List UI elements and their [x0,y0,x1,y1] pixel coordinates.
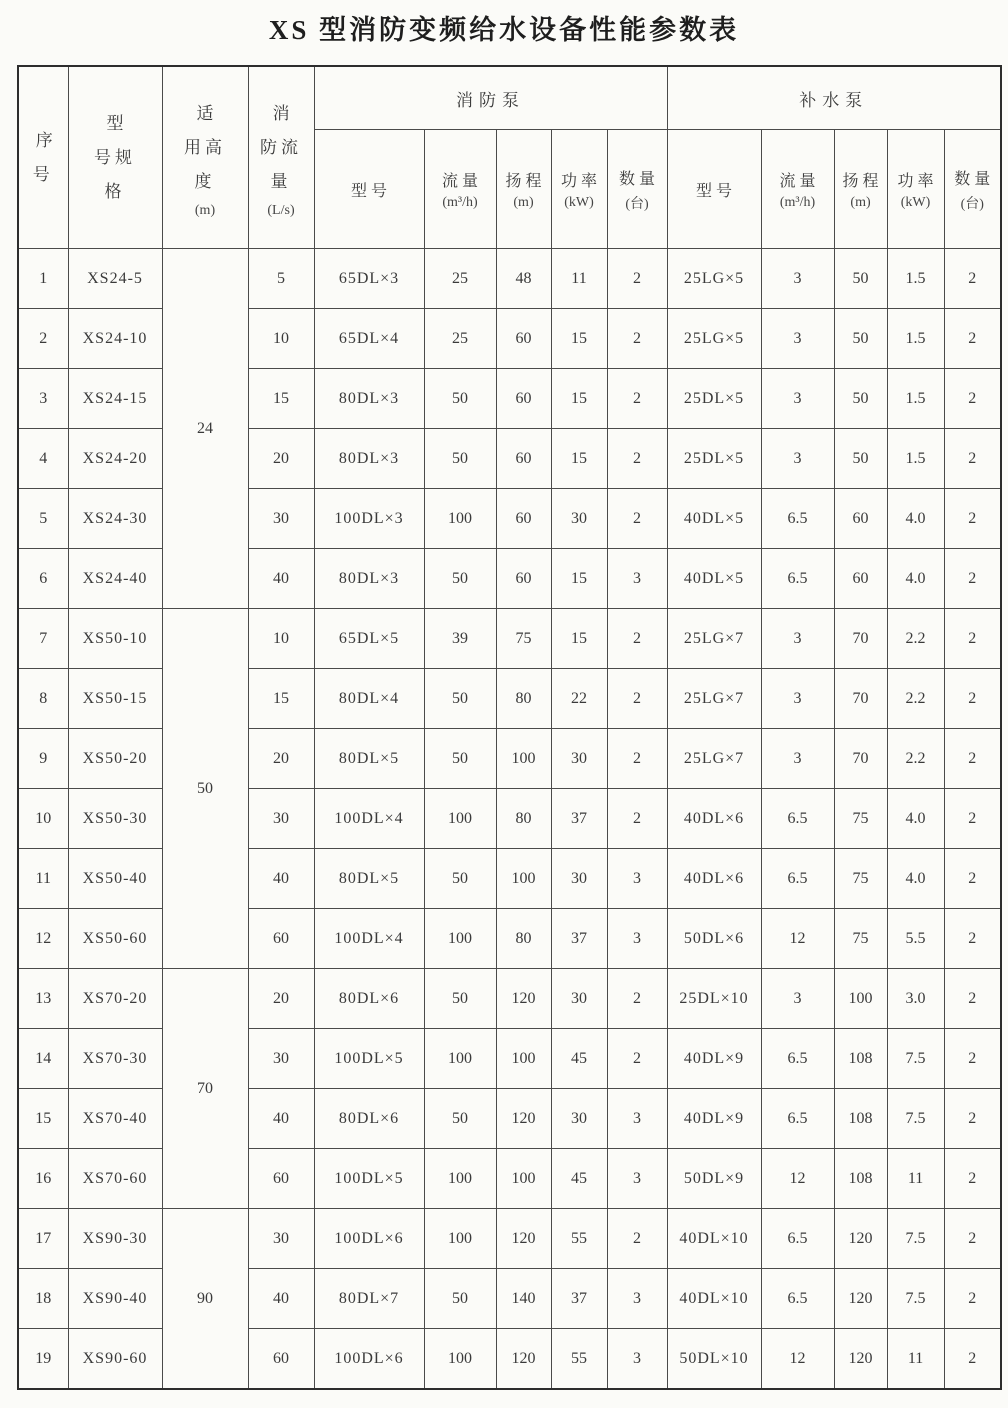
fire-flow-cell: 30 [248,1029,314,1089]
firepump-power-cell: 15 [551,429,607,489]
feedpump-flow-cell: 6.5 [761,489,834,549]
feedpump-model-cell: 25DL×5 [667,429,761,489]
feedpump-qty-cell: 2 [944,849,1001,909]
firepump-head-cell: 60 [496,309,551,369]
feedpump-power-cell: 1.5 [887,309,944,369]
model-spec-cell: XS24-20 [68,429,162,489]
firepump-model-cell: 65DL×5 [314,609,424,669]
header-height-label: 适用高度 [183,103,226,191]
height-group-cell: 50 [162,609,248,969]
firepump-head-cell: 120 [496,969,551,1029]
model-spec-cell: XS90-40 [68,1269,162,1329]
firepump-flow-cell: 50 [424,849,496,909]
firepump-model-cell: 100DL×6 [314,1209,424,1269]
feedpump-qty-cell: 2 [944,969,1001,1029]
feedpump-flow-cell: 3 [761,369,834,429]
feedpump-flow-cell: 3 [761,609,834,669]
feedpump-qty-cell: 2 [944,1089,1001,1149]
firepump-flow-cell: 100 [424,1149,496,1209]
feedpump-head-cell: 70 [834,669,887,729]
firepump-qty-cell: 3 [607,909,667,969]
serial-cell: 5 [18,489,68,549]
feedpump-head-cell: 60 [834,489,887,549]
header-feedpump-head: 扬程 (m) [834,130,887,249]
model-spec-cell: XS24-10 [68,309,162,369]
feedpump-qty-cell: 2 [944,729,1001,789]
feedpump-model-cell: 25DL×5 [667,369,761,429]
fire-flow-cell: 15 [248,669,314,729]
feedpump-model-cell: 25LG×7 [667,729,761,789]
header-firepump-qty: 数量 (台) [607,130,667,249]
serial-cell: 7 [18,609,68,669]
header-model-spec [68,66,162,249]
firepump-flow-cell: 100 [424,489,496,549]
model-spec-cell: XS70-60 [68,1149,162,1209]
model-spec-cell: XS50-10 [68,609,162,669]
firepump-power-cell: 11 [551,249,607,309]
feedpump-qty-cell: 2 [944,1329,1001,1390]
fire-flow-cell: 30 [248,489,314,549]
firepump-flow-cell: 50 [424,1089,496,1149]
fire-flow-cell: 40 [248,849,314,909]
feedpump-qty-cell: 2 [944,249,1001,309]
firepump-qty-cell: 2 [607,429,667,489]
feedpump-power-cell: 4.0 [887,849,944,909]
feedpump-model-cell: 50DL×9 [667,1149,761,1209]
header-serial [18,66,68,249]
fire-flow-cell: 60 [248,1329,314,1390]
header-firepump-power: 功率 (kW) [551,130,607,249]
firepump-qty-cell: 3 [607,549,667,609]
feedpump-power-cell: 7.5 [887,1089,944,1149]
serial-cell: 17 [18,1209,68,1269]
firepump-head-cell: 100 [496,729,551,789]
feedpump-qty-cell: 2 [944,609,1001,669]
feedpump-head-cell: 108 [834,1029,887,1089]
model-spec-cell: XS24-30 [68,489,162,549]
firepump-flow-cell: 50 [424,669,496,729]
firepump-power-cell: 37 [551,789,607,849]
feedpump-model-cell: 50DL×6 [667,909,761,969]
feedpump-power-cell: 2.2 [887,609,944,669]
firepump-model-cell: 80DL×6 [314,1089,424,1149]
firepump-model-cell: 100DL×5 [314,1149,424,1209]
feedpump-model-cell: 40DL×10 [667,1269,761,1329]
table-row [18,609,1001,669]
feedpump-flow-cell: 6.5 [761,1209,834,1269]
header-height-unit: (m) [194,202,216,218]
feedpump-head-cell: 75 [834,789,887,849]
feedpump-qty-cell: 2 [944,549,1001,609]
feedpump-power-cell: 7.5 [887,1269,944,1329]
feedpump-power-cell: 2.2 [887,729,944,789]
fire-flow-cell: 15 [248,369,314,429]
firepump-model-cell: 80DL×3 [314,369,424,429]
firepump-model-cell: 80DL×3 [314,549,424,609]
header-model-spec-label: 型号规格 [93,113,136,201]
firepump-flow-cell: 100 [424,1029,496,1089]
fire-flow-cell: 40 [248,549,314,609]
model-spec-cell: XS24-5 [68,249,162,309]
feedpump-qty-cell: 2 [944,1209,1001,1269]
header-height [162,66,248,249]
table-body [18,249,1001,1390]
feedpump-qty-cell: 2 [944,489,1001,549]
firepump-qty-cell: 2 [607,609,667,669]
header-feedpump-power: 功率 (kW) [887,130,944,249]
feedpump-model-cell: 40DL×5 [667,489,761,549]
header-fire-flow-unit: (L/s) [267,202,295,218]
firepump-qty-cell: 2 [607,669,667,729]
firepump-head-cell: 80 [496,789,551,849]
feedpump-flow-cell: 12 [761,1149,834,1209]
firepump-qty-cell: 2 [607,969,667,1029]
feedpump-flow-cell: 3 [761,309,834,369]
firepump-head-cell: 140 [496,1269,551,1329]
feedpump-qty-cell: 2 [944,669,1001,729]
header-feedpump-qty: 数量 (台) [944,130,1001,249]
fire-flow-cell: 60 [248,909,314,969]
firepump-model-cell: 100DL×6 [314,1329,424,1390]
feedpump-model-cell: 40DL×6 [667,849,761,909]
feedpump-flow-cell: 6.5 [761,1089,834,1149]
firepump-power-cell: 30 [551,489,607,549]
feedpump-head-cell: 50 [834,429,887,489]
feedpump-head-cell: 75 [834,909,887,969]
height-group-cell: 90 [162,1209,248,1390]
firepump-model-cell: 100DL×4 [314,789,424,849]
firepump-head-cell: 80 [496,669,551,729]
model-spec-cell: XS90-60 [68,1329,162,1390]
feedpump-model-cell: 25LG×7 [667,669,761,729]
model-spec-cell: XS70-40 [68,1089,162,1149]
firepump-power-cell: 15 [551,369,607,429]
serial-cell: 11 [18,849,68,909]
feedpump-head-cell: 120 [834,1209,887,1269]
feedpump-flow-cell: 3 [761,249,834,309]
fire-flow-cell: 5 [248,249,314,309]
feedpump-head-cell: 100 [834,969,887,1029]
feedpump-model-cell: 40DL×6 [667,789,761,849]
feedpump-head-cell: 60 [834,549,887,609]
model-spec-cell: XS50-60 [68,909,162,969]
feedpump-qty-cell: 2 [944,789,1001,849]
header-firepump-flow: 流量 (m³/h) [424,130,496,249]
firepump-power-cell: 15 [551,609,607,669]
feedpump-qty-cell: 2 [944,909,1001,969]
firepump-model-cell: 80DL×6 [314,969,424,1029]
serial-cell: 6 [18,549,68,609]
model-spec-cell: XS24-15 [68,369,162,429]
firepump-qty-cell: 3 [607,1269,667,1329]
feedpump-power-cell: 4.0 [887,789,944,849]
feedpump-head-cell: 70 [834,609,887,669]
firepump-head-cell: 100 [496,849,551,909]
firepump-model-cell: 65DL×3 [314,249,424,309]
firepump-model-cell: 80DL×4 [314,669,424,729]
firepump-flow-cell: 39 [424,609,496,669]
feedpump-model-cell: 25DL×10 [667,969,761,1029]
feedpump-flow-cell: 3 [761,669,834,729]
serial-cell: 14 [18,1029,68,1089]
feedpump-head-cell: 75 [834,849,887,909]
feedpump-flow-cell: 6.5 [761,849,834,909]
feedpump-flow-cell: 6.5 [761,549,834,609]
fire-flow-cell: 60 [248,1149,314,1209]
firepump-power-cell: 45 [551,1029,607,1089]
firepump-model-cell: 100DL×4 [314,909,424,969]
serial-cell: 4 [18,429,68,489]
feedpump-head-cell: 120 [834,1329,887,1390]
firepump-model-cell: 80DL×5 [314,729,424,789]
firepump-model-cell: 100DL×3 [314,489,424,549]
firepump-head-cell: 100 [496,1149,551,1209]
firepump-model-cell: 65DL×4 [314,309,424,369]
feedpump-power-cell: 4.0 [887,489,944,549]
header-firepump-group: 消防泵 [314,66,667,130]
feedpump-flow-cell: 6.5 [761,1269,834,1329]
fire-flow-cell: 40 [248,1089,314,1149]
serial-cell: 1 [18,249,68,309]
header-serial-label: 序号 [32,130,57,184]
firepump-power-cell: 30 [551,969,607,1029]
firepump-flow-cell: 50 [424,1269,496,1329]
firepump-flow-cell: 50 [424,729,496,789]
firepump-qty-cell: 2 [607,309,667,369]
feedpump-model-cell: 40DL×9 [667,1089,761,1149]
height-group-cell: 70 [162,969,248,1209]
feedpump-power-cell: 5.5 [887,909,944,969]
firepump-qty-cell: 2 [607,1209,667,1269]
model-spec-cell: XS70-30 [68,1029,162,1089]
feedpump-model-cell: 25LG×7 [667,609,761,669]
firepump-model-cell: 80DL×3 [314,429,424,489]
model-spec-cell: XS50-15 [68,669,162,729]
firepump-flow-cell: 100 [424,1329,496,1390]
header-feedpump-flow: 流量 (m³/h) [761,130,834,249]
firepump-head-cell: 60 [496,489,551,549]
feedpump-power-cell: 3.0 [887,969,944,1029]
firepump-head-cell: 60 [496,429,551,489]
feedpump-power-cell: 11 [887,1329,944,1390]
table-row [18,969,1001,1029]
feedpump-flow-cell: 6.5 [761,1029,834,1089]
fire-flow-cell: 20 [248,729,314,789]
feedpump-qty-cell: 2 [944,429,1001,489]
feedpump-qty-cell: 2 [944,1029,1001,1089]
firepump-qty-cell: 3 [607,849,667,909]
firepump-power-cell: 30 [551,1089,607,1149]
firepump-head-cell: 60 [496,549,551,609]
serial-cell: 16 [18,1149,68,1209]
table-row [18,249,1001,309]
feedpump-head-cell: 120 [834,1269,887,1329]
feedpump-power-cell: 4.0 [887,549,944,609]
firepump-model-cell: 100DL×5 [314,1029,424,1089]
firepump-power-cell: 37 [551,909,607,969]
feedpump-model-cell: 40DL×10 [667,1209,761,1269]
firepump-qty-cell: 3 [607,1149,667,1209]
firepump-power-cell: 15 [551,549,607,609]
feedpump-model-cell: 40DL×9 [667,1029,761,1089]
firepump-qty-cell: 2 [607,1029,667,1089]
firepump-power-cell: 45 [551,1149,607,1209]
firepump-power-cell: 15 [551,309,607,369]
serial-cell: 18 [18,1269,68,1329]
firepump-qty-cell: 2 [607,249,667,309]
feedpump-flow-cell: 6.5 [761,789,834,849]
feedpump-head-cell: 50 [834,309,887,369]
serial-cell: 3 [18,369,68,429]
firepump-qty-cell: 3 [607,1329,667,1390]
firepump-power-cell: 55 [551,1329,607,1390]
feedpump-power-cell: 1.5 [887,429,944,489]
feedpump-qty-cell: 2 [944,1269,1001,1329]
fire-flow-cell: 30 [248,789,314,849]
fire-flow-cell: 20 [248,969,314,1029]
feedpump-flow-cell: 12 [761,909,834,969]
firepump-qty-cell: 2 [607,729,667,789]
header-fire-flow [248,66,314,249]
table-row [18,1209,1001,1269]
firepump-flow-cell: 100 [424,1209,496,1269]
firepump-power-cell: 37 [551,1269,607,1329]
feedpump-model-cell: 25LG×5 [667,309,761,369]
feedpump-power-cell: 7.5 [887,1209,944,1269]
feedpump-head-cell: 70 [834,729,887,789]
serial-cell: 19 [18,1329,68,1390]
firepump-qty-cell: 2 [607,489,667,549]
firepump-head-cell: 100 [496,1029,551,1089]
page-title: XS 型消防变频给水设备性能参数表 [268,15,740,45]
feedpump-power-cell: 1.5 [887,249,944,309]
fire-flow-cell: 30 [248,1209,314,1269]
firepump-qty-cell: 2 [607,789,667,849]
feedpump-power-cell: 11 [887,1149,944,1209]
serial-cell: 15 [18,1089,68,1149]
height-group-cell: 24 [162,249,248,609]
firepump-model-cell: 80DL×7 [314,1269,424,1329]
model-spec-cell: XS70-20 [68,969,162,1029]
feedpump-model-cell: 25LG×5 [667,249,761,309]
firepump-flow-cell: 100 [424,789,496,849]
feedpump-power-cell: 1.5 [887,369,944,429]
serial-cell: 9 [18,729,68,789]
firepump-model-cell: 80DL×5 [314,849,424,909]
firepump-flow-cell: 25 [424,309,496,369]
serial-cell: 12 [18,909,68,969]
feedpump-head-cell: 50 [834,249,887,309]
header-feedpump-group: 补水泵 [667,66,1001,130]
fire-flow-cell: 10 [248,309,314,369]
feedpump-flow-cell: 3 [761,729,834,789]
feedpump-flow-cell: 12 [761,1329,834,1390]
firepump-qty-cell: 3 [607,1089,667,1149]
feedpump-qty-cell: 2 [944,309,1001,369]
feedpump-qty-cell: 2 [944,1149,1001,1209]
spec-table [17,65,1002,1390]
model-spec-cell: XS50-40 [68,849,162,909]
header-group-row [18,66,1001,130]
firepump-head-cell: 80 [496,909,551,969]
serial-cell: 10 [18,789,68,849]
feedpump-flow-cell: 3 [761,429,834,489]
model-spec-cell: XS50-20 [68,729,162,789]
header-firepump-model: 型号 [314,130,424,249]
feedpump-model-cell: 50DL×10 [667,1329,761,1390]
model-spec-cell: XS50-30 [68,789,162,849]
serial-cell: 8 [18,669,68,729]
firepump-head-cell: 48 [496,249,551,309]
fire-flow-cell: 20 [248,429,314,489]
serial-cell: 2 [18,309,68,369]
firepump-qty-cell: 2 [607,369,667,429]
firepump-head-cell: 120 [496,1329,551,1390]
feedpump-head-cell: 108 [834,1149,887,1209]
firepump-head-cell: 75 [496,609,551,669]
feedpump-flow-cell: 3 [761,969,834,1029]
feedpump-model-cell: 40DL×5 [667,549,761,609]
firepump-power-cell: 30 [551,729,607,789]
fire-flow-cell: 40 [248,1269,314,1329]
serial-cell: 13 [18,969,68,1029]
fire-flow-cell: 10 [248,609,314,669]
firepump-head-cell: 60 [496,369,551,429]
firepump-head-cell: 120 [496,1209,551,1269]
firepump-flow-cell: 50 [424,429,496,489]
firepump-head-cell: 120 [496,1089,551,1149]
model-spec-cell: XS90-30 [68,1209,162,1269]
feedpump-head-cell: 50 [834,369,887,429]
header-feedpump-model: 型号 [667,130,761,249]
feedpump-qty-cell: 2 [944,369,1001,429]
firepump-power-cell: 30 [551,849,607,909]
firepump-flow-cell: 50 [424,369,496,429]
feedpump-power-cell: 2.2 [887,669,944,729]
firepump-flow-cell: 25 [424,249,496,309]
header-fire-flow-label: 消防流量 [259,103,302,191]
firepump-flow-cell: 50 [424,969,496,1029]
firepump-power-cell: 22 [551,669,607,729]
firepump-flow-cell: 50 [424,549,496,609]
table-header [18,66,1001,249]
feedpump-head-cell: 108 [834,1089,887,1149]
feedpump-power-cell: 7.5 [887,1029,944,1089]
firepump-power-cell: 55 [551,1209,607,1269]
model-spec-cell: XS24-40 [68,549,162,609]
header-firepump-head: 扬程 (m) [496,130,551,249]
firepump-flow-cell: 100 [424,909,496,969]
